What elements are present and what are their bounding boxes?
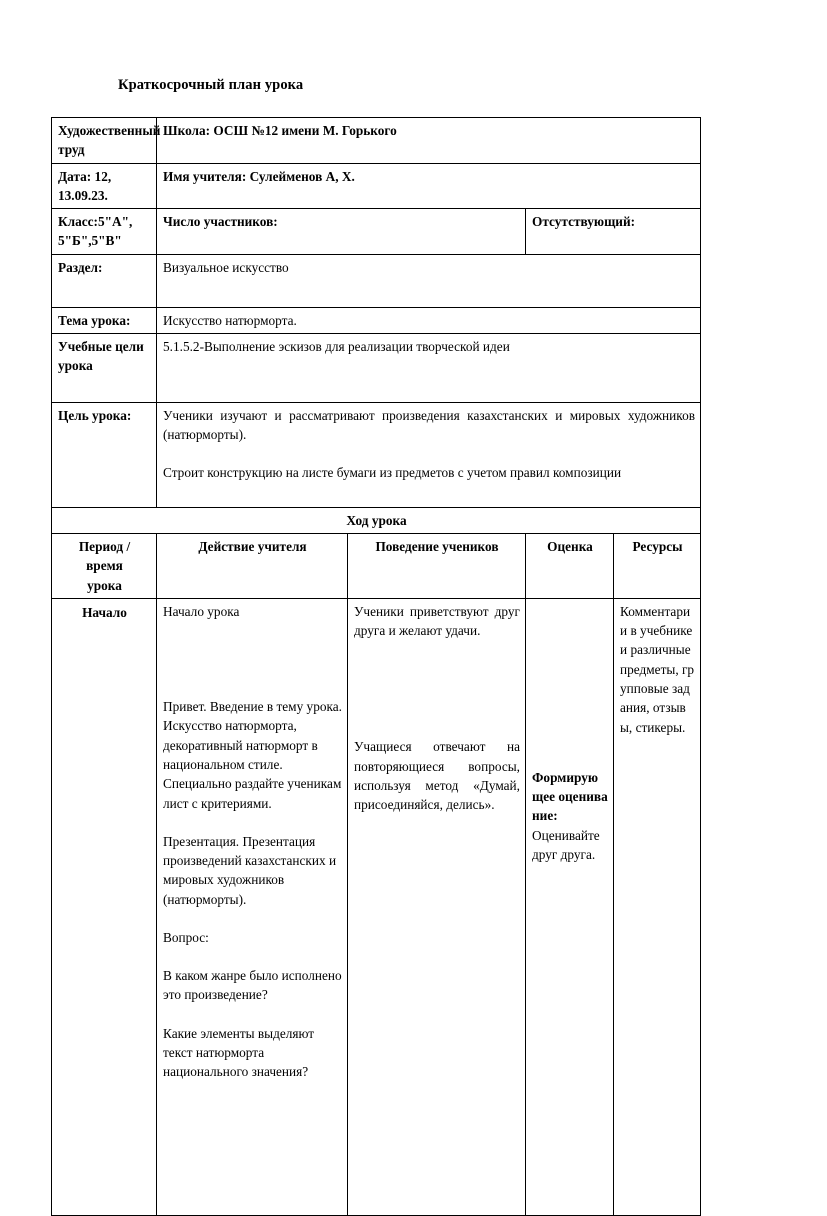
table-row [52, 118, 701, 164]
school-value: Школа: ОСШ №12 имени М. Горького [157, 118, 701, 164]
lesson-goal-paragraph-2: Строит конструкцию на листе бумаги из предметов с учетом правил композиции [163, 465, 622, 481]
teacher-action-paragraph: В каком жанре было исполнено это произведение? [163, 968, 342, 1003]
learning-objectives-value: 5.1.5.2-Выполнение эскизов для реализации творческой идеи [157, 333, 701, 402]
absent-label: Отсутствующий: [526, 209, 701, 255]
lesson-stage-assessment [526, 598, 614, 1215]
teacher-action-paragraph: Презентация. Презентация произведений казахстанских и мировых художников (натюрморты). [163, 833, 337, 907]
lesson-flow-title: Ход урока [52, 507, 701, 533]
subject-label: Художественный труд [52, 118, 157, 164]
lesson-flow-title-row [52, 507, 701, 533]
topic-label: Тема урока: [52, 307, 157, 333]
paragraph-spacer [532, 602, 608, 768]
assessment-heading: Формирующее оценивание: [532, 769, 608, 824]
assessment-text: Оценивайте друг друга. [532, 827, 600, 862]
lesson-stage-teacher-action [157, 598, 348, 1215]
student-behaviour-paragraph: Ученики приветствуют друг друга и желают удачи. [354, 603, 520, 639]
teacher-action-paragraph: Привет. Введение в тему урока. Искусство натюрморта, декоративный натюрморт в национальном стиле. Специально раздайте ученикам лист с критериями. [163, 699, 342, 811]
lesson-flow-header-row [52, 534, 701, 599]
teacher-action-paragraph: Какие элементы выделяют текст натюрморта национального значения? [163, 1025, 315, 1080]
stage-name: Начало [82, 604, 127, 620]
column-header-student-behaviour: Поведение учеников [348, 534, 526, 599]
lesson-stage-period [52, 598, 157, 1215]
paragraph-spacer [163, 909, 342, 928]
paragraph-spacer [163, 1005, 342, 1024]
paragraph-spacer [163, 621, 342, 697]
lesson-plan-table [51, 117, 701, 1216]
lesson-goal-label: Цель урока: [52, 402, 157, 507]
lesson-goal-value [157, 402, 701, 507]
learning-objectives-label: Учебные цели урока [52, 333, 157, 402]
column-header-resources: Ресурсы [614, 534, 701, 599]
column-header-period: Период / время урока [52, 534, 157, 599]
table-row [52, 163, 701, 209]
section-value: Визуальное искусство [157, 254, 701, 307]
column-header-teacher-action: Действие учителя [157, 534, 348, 599]
lesson-goal-paragraph-1: Ученики изучают и рассматривают произведения казахстанских и мировых художников (натюрморты). [163, 407, 696, 443]
lesson-stage-student-behaviour [348, 598, 526, 1215]
lesson-stage-row [52, 598, 701, 1215]
column-header-assessment: Оценка [526, 534, 614, 599]
date-label: Дата: 12, 13.09.23. [52, 163, 157, 209]
participants-label: Число участников: [157, 209, 526, 255]
paragraph-spacer [354, 640, 520, 737]
resources-text: Комментарии в учебнике и различные предметы, групповые задания, отзывы, стикеры. [620, 603, 695, 735]
teacher-name-value: Имя учителя: Сулейменов А, Х. [157, 163, 701, 209]
teacher-action-paragraph: Начало урока [163, 603, 240, 619]
table-row [52, 209, 701, 255]
paragraph-spacer [163, 947, 342, 966]
table-row [52, 402, 701, 507]
teacher-action-paragraph: Вопрос: [163, 929, 209, 945]
page-title: Краткосрочный план урока [118, 77, 304, 93]
paragraph-spacer [163, 813, 342, 832]
table-row [52, 254, 701, 307]
lesson-stage-resources [614, 598, 701, 1215]
section-label: Раздел: [52, 254, 157, 307]
topic-value: Искусство натюрморта. [157, 307, 701, 333]
class-label: Класс:5"А", 5"Б",5"В" [52, 209, 157, 255]
student-behaviour-paragraph: Учащиеся отвечают на повторяющиеся вопросы, используя метод «Думай, присоединяйся, делись». [354, 739, 520, 813]
table-row [52, 333, 701, 402]
paragraph-spacer [163, 444, 695, 463]
table-row [52, 307, 701, 333]
